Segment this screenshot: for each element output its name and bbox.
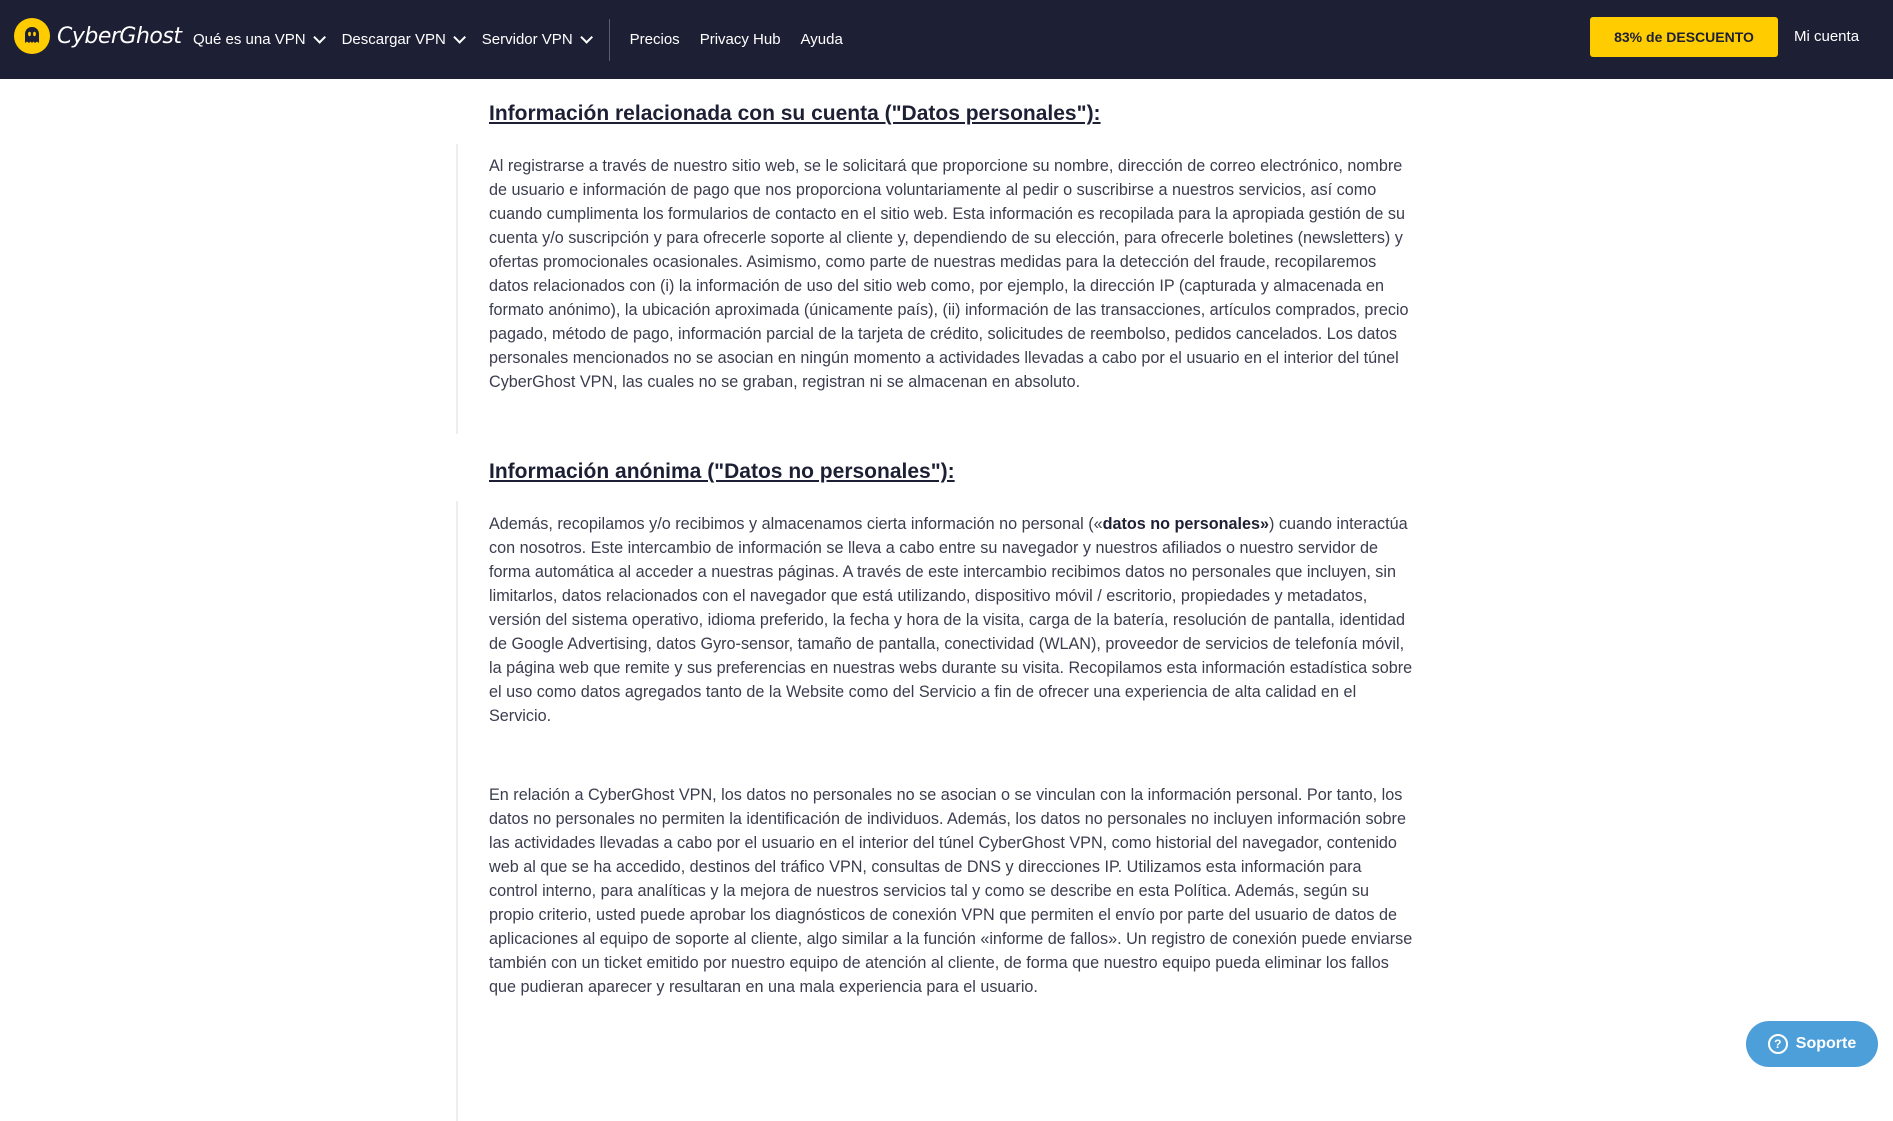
quote-divider <box>456 144 458 434</box>
top-navbar <box>0 0 1893 79</box>
nav-divider <box>609 19 610 61</box>
brand-name: CyberGhost <box>57 23 182 49</box>
quote-divider <box>456 501 458 1121</box>
nav-item-privacy-hub[interactable] <box>700 31 781 48</box>
chevron-down-icon <box>580 31 593 44</box>
paragraph-personal-data: Al registrarse a través de nuestro sitio web, se le solicitará que proporcione su nombre, dirección de correo electrónico, nombre de usuario e información de pago que nos proporciona voluntariamente al pedir o suscribirse a nuestros servicios, así como cuando cumplimenta los formularios de contacto en el sitio web. Esta información es recopilada para la apropiada gestión de su cuenta y/o suscripción y para ofrecerle soporte al cliente y, dependiendo de su elección, para ofrecerle boletines (newsletters) y ofertas promocionales ocasionales. Asimismo, como parte de nuestras medidas para la detección del fraude, recopilaremos datos relacionados con (i) la información de uso del sitio web como, por ejemplo, la dirección IP (capturada y almacenada en formato anónimo), la ubicación aproximada (únicamente país), (ii) información de las transacciones, artículos comprados, precio pagado, método de pago, información parcial de la tarjeta de crédito, solicitudes de reembolso, pedidos cancelados. Los datos personales mencionados no se asocian en ningún momento a actividades llevadas a cabo por el usuario en el interior del túnel CyberGhost VPN, las cuales no se graban, registran ni se almacenan en absoluto. <box>489 157 1409 391</box>
support-button[interactable] <box>1746 1021 1878 1067</box>
nav-item-ayuda[interactable] <box>801 31 843 48</box>
support-label: Soporte <box>1795 1035 1857 1052</box>
paragraph-text: ) cuando interactúa con nosotros. Este intercambio de información se lleva a cabo entre su navegador y nuestros afiliados o nuestro servidor de forma automática al acceder a nuestras páginas. A través de este intercambio recibimos datos no personales que incluyen, sin limitarlos, datos relacionados con el navegador que está utilizando, dispositivo móvil / escritorio, propiedades y metadatos, versión del sistema operativo, idioma preferido, la fecha y hora de la visita, carga de la batería, resolución de pantalla, identidad de Google Advertising, datos Gyro-sensor, tamaño de pantalla, conectividad (WLAN), proveedor de servicios de telefonía móvil, la página web que remite y sus preferencias en nuestras webs durante su visita. Recopilamos esta información estadística sobre el uso como datos agregados tanto de la Website como del Servicio a fin de ofrecer una experiencia de alta calidad en el Servicio. <box>489 515 1413 725</box>
nav-item-que-es-una-vpn[interactable] <box>193 31 322 48</box>
paragraph-text: Además, recopilamos y/o recibimos y almacenamos cierta información no personal (« <box>489 515 1103 533</box>
question-icon: ? <box>1768 1034 1788 1054</box>
paragraph-non-personal-data <box>489 512 1413 728</box>
brand-logo[interactable] <box>14 18 181 54</box>
nav-item-label: Privacy Hub <box>699 31 781 48</box>
section-title-personal-data: Información relacionada con su cuenta ("Datos personales"): <box>489 102 1101 125</box>
bold-term: datos no personales» <box>1102 515 1270 533</box>
nav-item-label: Servidor VPN <box>481 31 573 48</box>
nav-item-descargar-vpn[interactable] <box>342 31 462 48</box>
my-account-link[interactable]: Mi cuenta <box>1794 28 1860 45</box>
nav-item-label: Descargar VPN <box>341 31 446 48</box>
discount-button[interactable]: 83% de DESCUENTO <box>1590 17 1778 57</box>
paragraph-cyberghost-relation: En relación a CyberGhost VPN, los datos no personales no se asocian o se vinculan con la información personal. Por tanto, los datos no personales no permiten la identificación de individuos. Además, los datos no personales no incluyen información sobre las actividades llevadas a cabo por el usuario en el interior del túnel CyberGhost VPN, como historial del navegador, contenido web al que se ha accedido, destinos del tráfico VPN, consultas de DNS y direcciones IP. Utilizamos esta información para control interno, para analíticas y la mejora de nuestros servicios tal y como se describe en esta Política. Además, según su propio criterio, usted puede aprobar los diagnósticos de conexión VPN que permiten el envío por parte del usuario de datos de aplicaciones al equipo de soporte al cliente, algo similar a la función «informe de fallos». Un registro de conexión puede enviarse también con un ticket emitido por nuestro equipo de atención al cliente, de forma que nuestro equipo pueda eliminar los fallos que pudieran aparecer y resultaran en una mala experiencia para el usuario. <box>489 786 1413 996</box>
chevron-down-icon <box>453 31 466 44</box>
nav-item-label: Qué es una VPN <box>193 31 306 48</box>
nav-item-precios[interactable] <box>630 31 680 48</box>
section-title-non-personal-data: Información anónima ("Datos no personales"): <box>489 460 955 483</box>
chevron-down-icon <box>313 31 326 44</box>
nav-item-label: Ayuda <box>800 31 843 48</box>
main-nav <box>193 0 863 79</box>
ghost-logo-icon <box>14 18 50 54</box>
nav-item-servidor-vpn[interactable] <box>482 31 589 48</box>
nav-item-label: Precios <box>629 31 680 48</box>
